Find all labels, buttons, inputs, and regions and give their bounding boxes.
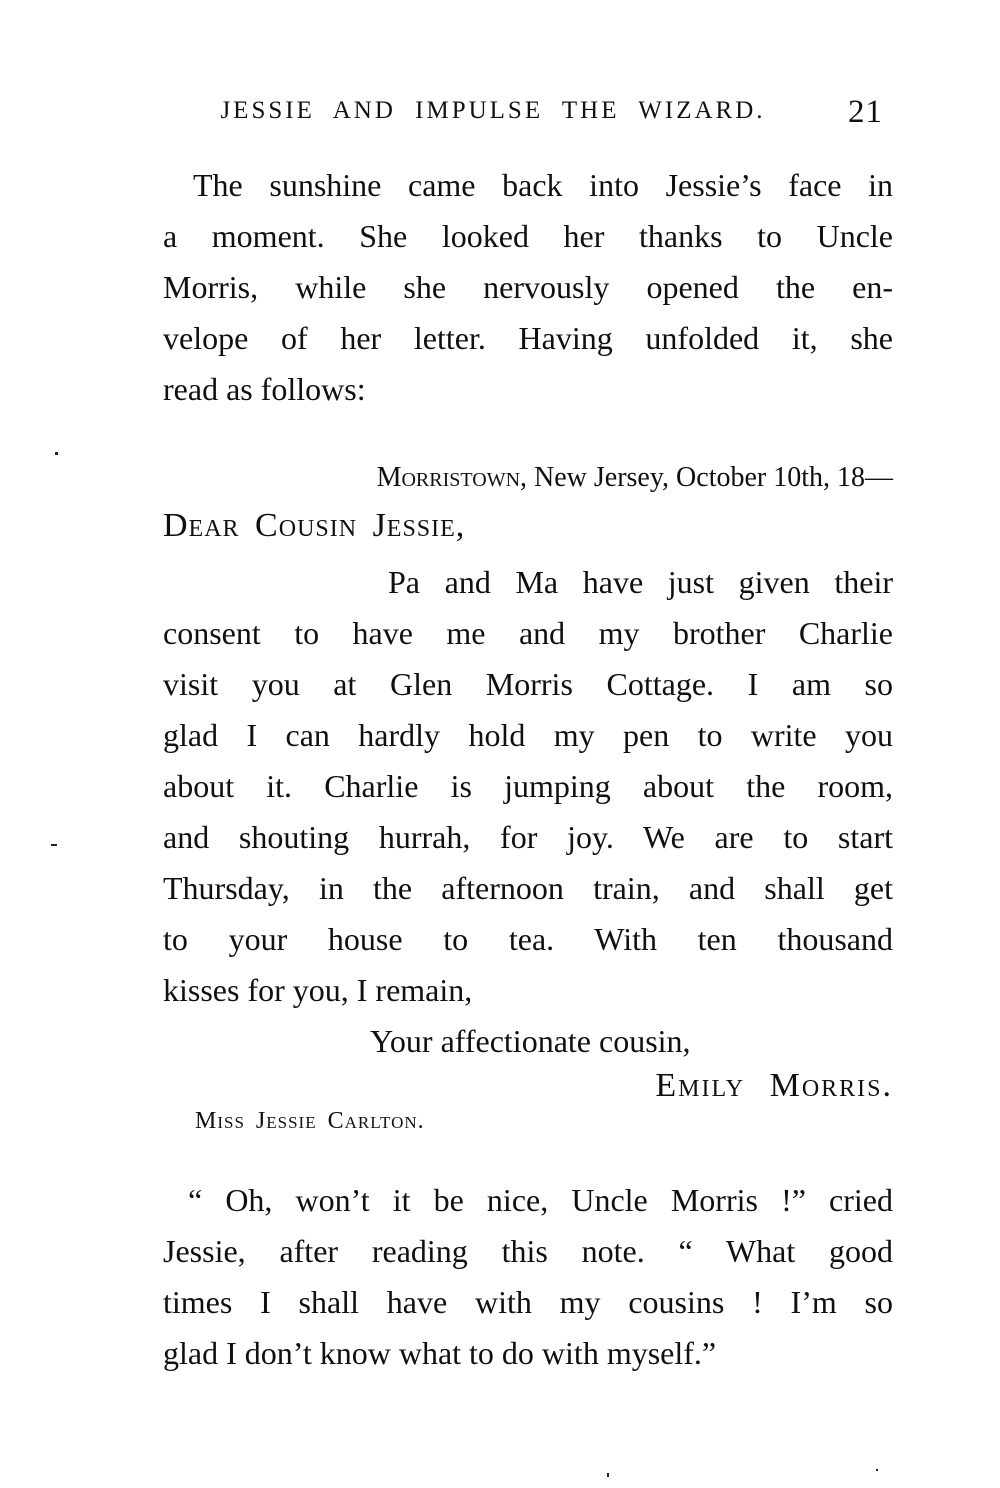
chapter-header-title: JESSIE AND IMPULSE THE WIZARD. — [220, 97, 766, 124]
page-number: 21 — [848, 94, 883, 130]
text-line: The sunshine came back into Jessie’s face in — [193, 167, 893, 203]
text-block — [163, 0, 893, 1488]
letter-signature: Emily Morris. — [655, 1067, 893, 1104]
letter-addressee: Miss Jessie Carlton. — [195, 1108, 425, 1134]
closing-paragraph — [163, 1175, 893, 1379]
scan-speck — [51, 844, 57, 846]
dateline-date: New Jersey, October 10th, 18— — [527, 462, 893, 493]
letter-body — [163, 557, 893, 1016]
letter-salutation: Dear Cousin Jessie, — [163, 507, 466, 544]
scan-speck — [607, 1473, 609, 1477]
text-line: glad I don’t know what to do with myself.” — [163, 1335, 717, 1371]
letter-dateline — [163, 452, 926, 503]
text-line: Jessie, after reading this note. “ What good — [163, 1233, 893, 1269]
text-line: consent to have me and my brother Charlie — [163, 615, 893, 651]
text-line: about it. Charlie is jumping about the room, — [163, 768, 893, 804]
text-line: Morris, while she nervously opened the en- — [163, 269, 893, 305]
text-line: to your house to tea. With ten thousand — [163, 921, 893, 957]
text-line: and shouting hurrah, for joy. We are to start — [163, 819, 893, 855]
text-line: velope of her letter. Having unfolded it, she — [163, 320, 893, 356]
scan-speck — [55, 452, 58, 455]
opening-paragraph — [163, 160, 893, 415]
text-line: visit you at Glen Morris Cottage. I am so — [163, 666, 893, 702]
text-line: Pa and Ma have just given their — [388, 564, 893, 600]
letter-closing: Your affectionate cousin, — [370, 1023, 691, 1059]
scan-speck — [876, 1469, 878, 1471]
text-line: Thursday, in the afternoon train, and shall get — [163, 870, 893, 906]
text-line: read as follows: — [163, 371, 366, 407]
text-line: glad I can hardly hold my pen to write you — [163, 717, 893, 753]
dateline-place: Morristown, — [376, 462, 528, 493]
text-line: “ Oh, won’t it be nice, Uncle Morris !” cried — [188, 1182, 893, 1218]
text-line: a moment. She looked her thanks to Uncle — [163, 218, 893, 254]
text-line: kisses for you, I remain, — [163, 972, 473, 1008]
text-line: times I shall have with my cousins ! I’m so — [163, 1284, 893, 1320]
